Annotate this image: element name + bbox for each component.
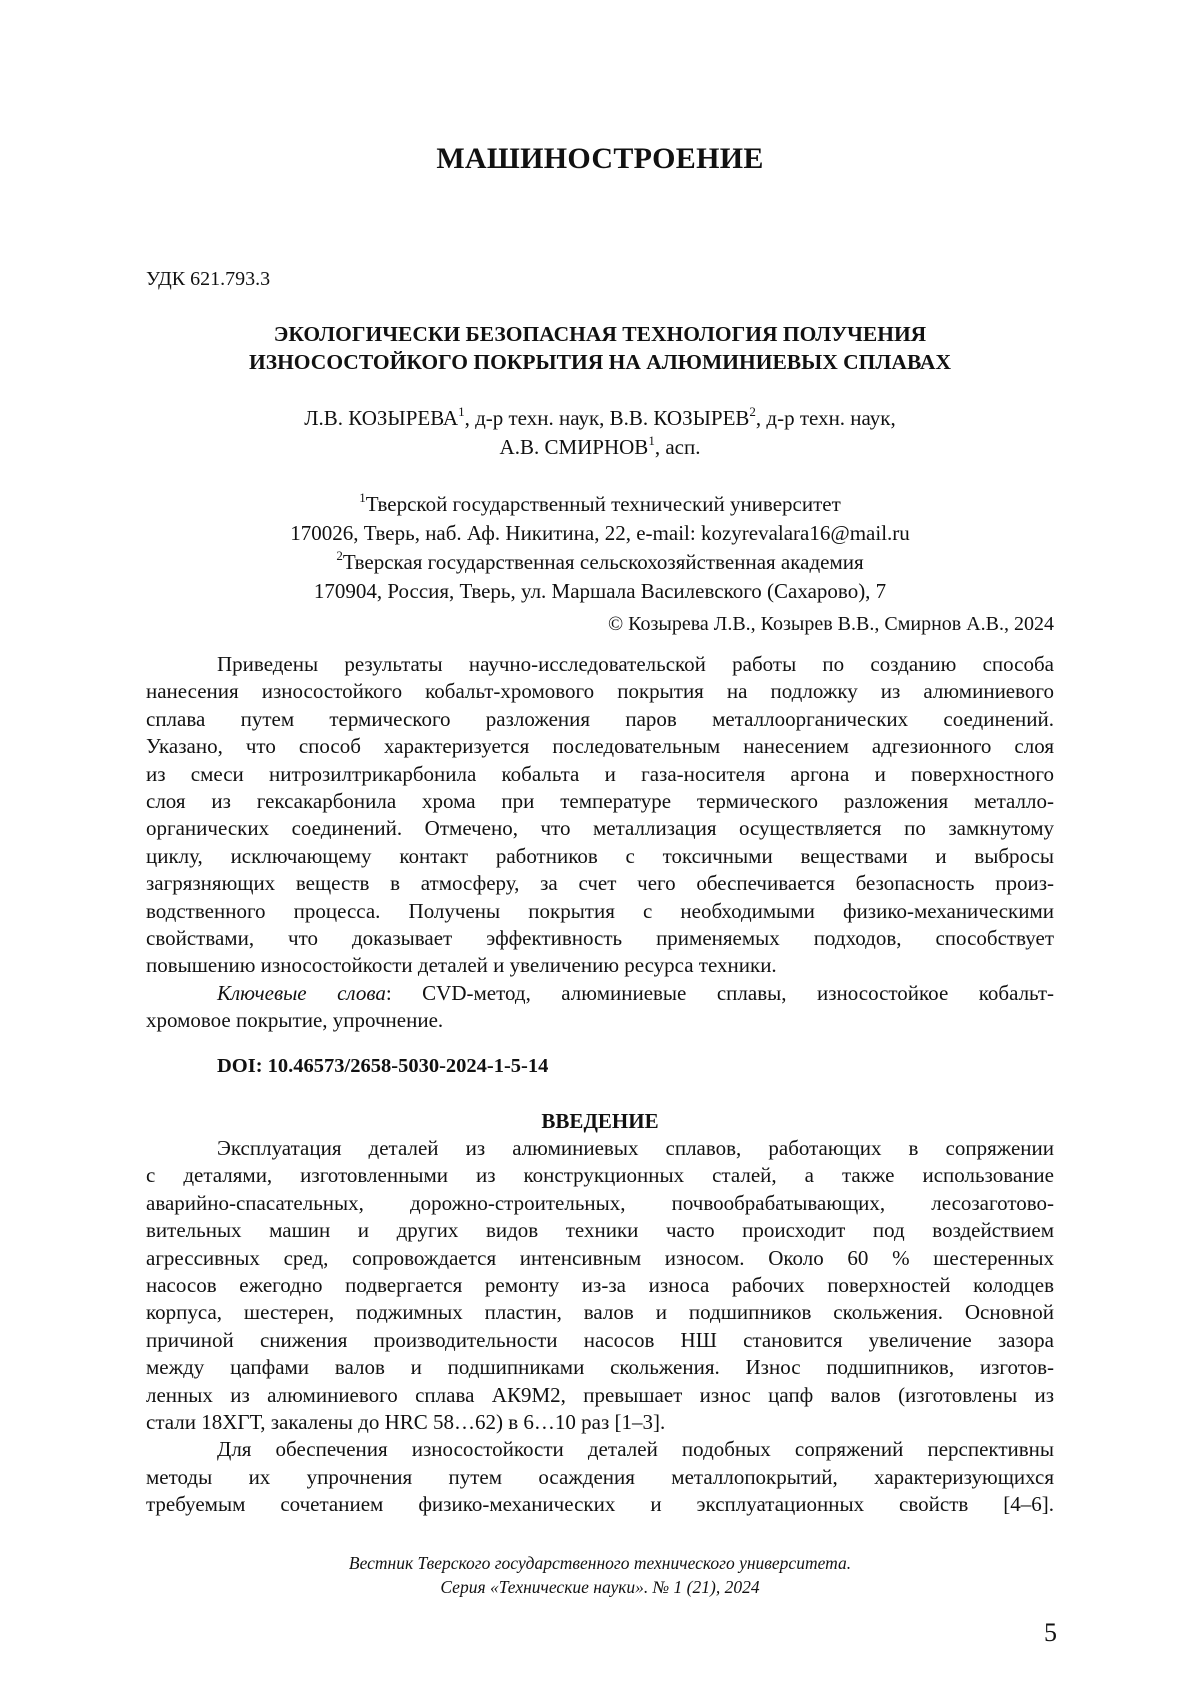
abstract-line: повышению износостойкости деталей и увеличению ресурса техники. (146, 952, 1054, 979)
abstract-line: нанесения износостойкого кобальт-хромового покрытия на подложку из алюминиевого (146, 678, 1054, 705)
journal-page (0, 0, 1200, 1697)
udk-code: УДК 621.793.3 (146, 268, 270, 291)
abstract-line: свойствами, что доказывает эффективность применяемых подходов, способствует (146, 925, 1054, 952)
abstract-line: слоя из гексакарбонила хрома при температуре термического разложения металло- (146, 788, 1054, 815)
paragraph-line: насосов ежегодно подвергается ремонту из-за износа рабочих поверхностей колодцев (146, 1272, 1054, 1299)
paragraph-line: вительных машин и других видов техники часто происходит под воздействием (146, 1217, 1054, 1244)
journal-footer (146, 1551, 1054, 1599)
keywords-line: хромовое покрытие, упрочнение. (146, 1007, 1054, 1034)
intro-body (146, 1135, 1054, 1518)
author-name: В.В. КОЗЫРЕВ (610, 406, 750, 430)
affiliation-name-text: Тверской государственный технический университет (366, 492, 841, 516)
affiliation-name (146, 548, 1054, 577)
affiliation-mark: 2 (336, 548, 343, 563)
affiliation-name-text: Тверская государственная сельскохозяйственная академия (343, 550, 864, 574)
affiliation-mark: 1 (359, 490, 366, 505)
paragraph-line: ленных из алюминиевого сплава АК9М2, превышает износ цапф валов (изготовлены из (146, 1382, 1054, 1409)
intro-heading: ВВЕДЕНИЕ (146, 1109, 1054, 1134)
abstract-line: Приведены результаты научно-исследовательской работы по созданию способа (146, 651, 1054, 678)
footer-line: Вестник Тверского государственного технического университета. (146, 1551, 1054, 1575)
author-name: Л.В. КОЗЫРЕВА (304, 406, 458, 430)
paragraph-line: агрессивных сред, сопровождается интенсивным износом. Около 60 % шестеренных (146, 1245, 1054, 1272)
abstract-line: водственного процесса. Получены покрытия с необходимыми физико-механическими (146, 898, 1054, 925)
title-line: ЭКОЛОГИЧЕСКИ БЕЗОПАСНАЯ ТЕХНОЛОГИЯ ПОЛУЧЕНИЯ (146, 320, 1054, 348)
section-heading: МАШИНОСТРОЕНИЕ (0, 142, 1200, 176)
affiliation-address: 170026, Тверь, наб. Аф. Никитина, 22, e-mail: kozyrevalara16@mail.ru (146, 519, 1054, 548)
paragraph-line: Для обеспечения износостойкости деталей подобных сопряжений перспективны (146, 1436, 1054, 1463)
abstract-line: загрязняющих веществ в атмосферу, за счет чего обеспечивается безопасность произ- (146, 870, 1054, 897)
paragraph-line: причиной снижения производительности насосов НШ становится увеличение зазора (146, 1327, 1054, 1354)
footer-line: Серия «Технические науки». № 1 (21), 2024 (146, 1575, 1054, 1599)
doi: DOI: 10.46573/2658-5030-2024-1-5-14 (217, 1055, 548, 1078)
paragraph-line: между цапфами валов и подшипниками скольжения. Износ подшипников, изготов- (146, 1354, 1054, 1381)
author-degree: , д-р техн. наук, (465, 406, 610, 430)
author-affiliation-mark: 1 (648, 433, 655, 448)
paragraph-line: требуемым сочетанием физико-механических и эксплуатационных свойств [4–6]. (146, 1491, 1054, 1518)
paragraph-line: Эксплуатация деталей из алюминиевых сплавов, работающих в сопряжении (146, 1135, 1054, 1162)
paragraph-line: с деталями, изготовленными из конструкционных сталей, а также использование (146, 1162, 1054, 1189)
author-degree: , д-р техн. наук, (756, 406, 896, 430)
paragraph-line: корпуса, шестерен, поджимных пластин, валов и подшипников скольжения. Основной (146, 1299, 1054, 1326)
authors-block (146, 404, 1054, 462)
affiliation-address: 170904, Россия, Тверь, ул. Маршала Василевского (Сахарово), 7 (146, 577, 1054, 606)
paragraph-line: стали 18ХГТ, закалены до HRC 58…62) в 6…10 раз [1–3]. (146, 1409, 1054, 1436)
authors-line (146, 433, 1054, 462)
author-affiliation-mark: 1 (458, 404, 465, 419)
author-affiliation-mark: 2 (749, 404, 756, 419)
abstract (146, 651, 1054, 980)
keywords-text: : CVD-метод, алюминиевые сплавы, износостойкое кобальт- (386, 981, 1054, 1005)
affiliations-block (146, 490, 1054, 606)
abstract-line: сплава путем термического разложения паров металлоорганических соединений. (146, 706, 1054, 733)
authors-line (146, 404, 1054, 433)
copyright-line: © Козырева Л.В., Козырев В.В., Смирнов А.В., 2024 (146, 613, 1054, 636)
paragraph-line: аварийно-спасательных, дорожно-строительных, почвообрабатывающих, лесозаготово- (146, 1190, 1054, 1217)
paragraph-line: методы их упрочнения путем осаждения металлопокрытий, характеризующихся (146, 1464, 1054, 1491)
keywords-line (146, 980, 1054, 1007)
author-name: А.В. СМИРНОВ (500, 435, 649, 459)
author-degree: , асп. (655, 435, 701, 459)
abstract-line: органических соединений. Отмечено, что металлизация осуществляется по замкнутому (146, 815, 1054, 842)
title-line: ИЗНОСОСТОЙКОГО ПОКРЫТИЯ НА АЛЮМИНИЕВЫХ СПЛАВАХ (146, 348, 1054, 376)
keywords-label: Ключевые слова (217, 981, 386, 1005)
keywords (146, 980, 1054, 1035)
affiliation-name (146, 490, 1054, 519)
page-number: 5 (1044, 1618, 1057, 1648)
abstract-line: из смеси нитрозилтрикарбонила кобальта и газа-носителя аргона и поверхностного (146, 761, 1054, 788)
article-title (146, 320, 1054, 376)
abstract-line: циклу, исключающему контакт работников с токсичными веществами и выбросы (146, 843, 1054, 870)
abstract-line: Указано, что способ характеризуется последовательным нанесением адгезионного слоя (146, 733, 1054, 760)
